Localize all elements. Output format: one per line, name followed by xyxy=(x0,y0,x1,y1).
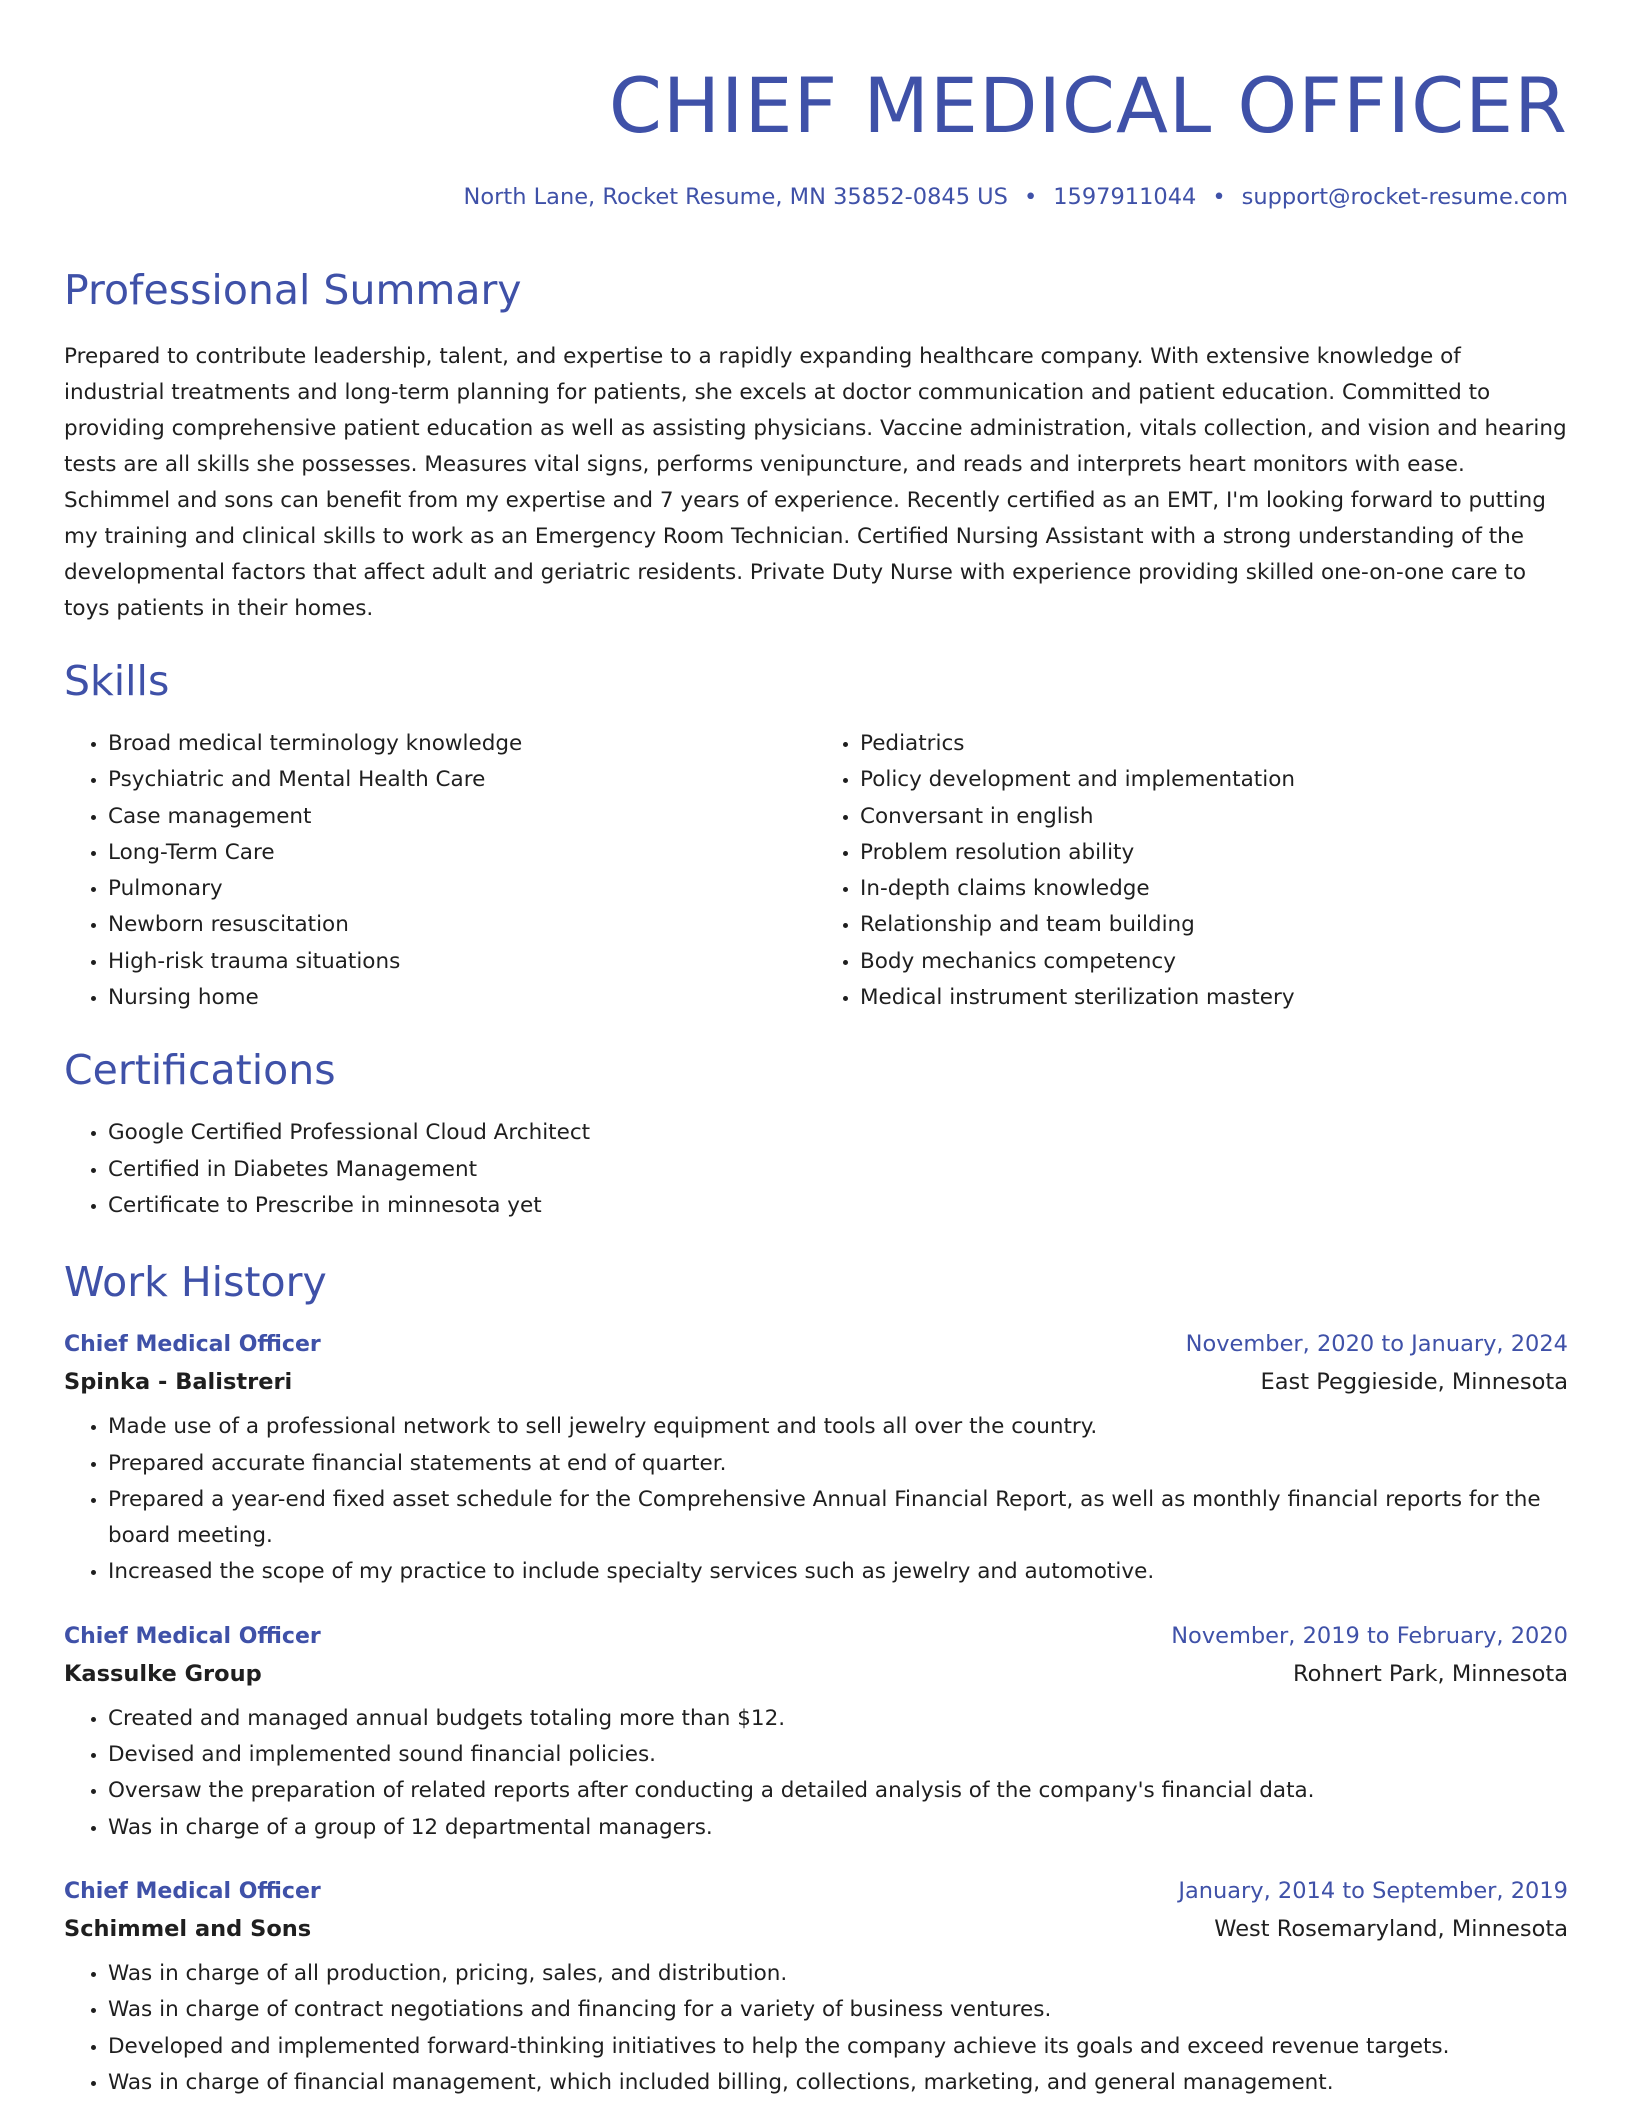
resume-title: CHIEF MEDICAL OFFICER xyxy=(608,61,1568,150)
contact-separator: • xyxy=(1023,184,1038,210)
skills-heading: Skills xyxy=(64,657,170,705)
job-location: Rohnert Park, Minnesota xyxy=(1292,1660,1568,1687)
skill-item: • Newborn resuscitation xyxy=(108,907,816,943)
job-bullet: • Increased the scope of my practice to include specialty services such as jewelry and automotive. xyxy=(108,1554,1568,1590)
job-header xyxy=(64,1623,1568,1649)
job-dates: November, 2019 to February, 2020 xyxy=(1171,1622,1568,1649)
job-bullet: • Developed and implemented forward-thinking initiatives to help the company achieve its goals and exceed revenue targets. xyxy=(108,2029,1568,2065)
skill-item: • Relationship and team building xyxy=(860,907,1568,943)
job-dates: January, 2014 to September, 2019 xyxy=(1178,1877,1568,1904)
skill-item: • In-depth claims knowledge xyxy=(860,871,1568,907)
job-entry xyxy=(64,1878,1568,2101)
contact-address: North Lane, Rocket Resume, MN 35852-0845 US xyxy=(463,184,1008,210)
skill-item: • Conversant in english xyxy=(860,799,1568,835)
job-bullet: • Was in charge of contract negotiations and financing for a variety of business ventures. xyxy=(108,1992,1568,2028)
skill-item: • Pediatrics xyxy=(860,726,1568,762)
job-location: West Rosemaryland, Minnesota xyxy=(1214,1915,1568,1942)
job-subheader xyxy=(64,1916,1568,1942)
skills-columns xyxy=(64,726,1568,1016)
job-bullet: • Made use of a professional network to sell jewelry equipment and tools all over the country. xyxy=(108,1409,1568,1445)
certification-item: • Certificate to Prescribe in minnesota yet xyxy=(108,1188,1568,1224)
job-title: Chief Medical Officer xyxy=(64,1878,321,1904)
skill-item: • Case management xyxy=(108,799,816,835)
job-bullet: • Was in charge of all production, pricing, sales, and distribution. xyxy=(108,1956,1568,1992)
skill-item: • Medical instrument sterilization mastery xyxy=(860,980,1568,1016)
summary-heading: Professional Summary xyxy=(64,266,522,314)
job-subheader xyxy=(64,1661,1568,1687)
certifications-list xyxy=(64,1115,1568,1224)
contact-email: support@rocket-resume.com xyxy=(1241,184,1568,210)
job-company: Schimmel and Sons xyxy=(64,1915,312,1942)
skill-item: • Psychiatric and Mental Health Care xyxy=(108,762,816,798)
skill-item: • Nursing home xyxy=(108,980,816,1016)
contact-separator: • xyxy=(1212,184,1226,210)
contact-phone: 1597911044 xyxy=(1053,184,1197,210)
skill-item: • High-risk trauma situations xyxy=(108,944,816,980)
job-entry xyxy=(64,1331,1568,1590)
skill-item: • Policy development and implementation xyxy=(860,762,1568,798)
job-company: Spinka - Balistreri xyxy=(64,1369,293,1396)
job-bullet: • Was in charge of financial management, which included billing, collections, marketing, and general management. xyxy=(108,2065,1568,2101)
resume-page xyxy=(64,0,1568,2101)
job-bullet: • Oversaw the preparation of related reports after conducting a detailed analysis of the company's financial data. xyxy=(108,1773,1568,1809)
job-entry xyxy=(64,1623,1568,1846)
certifications-heading: Certifications xyxy=(64,1046,336,1095)
job-bullet: • Prepared accurate financial statements at end of quarter. xyxy=(108,1446,1568,1482)
skills-list-left xyxy=(64,726,816,1016)
job-bullet: • Created and managed annual budgets totaling more than $12. xyxy=(108,1701,1568,1737)
job-dates: November, 2020 to January, 2024 xyxy=(1185,1331,1568,1358)
job-header xyxy=(64,1331,1568,1357)
skill-item: • Long-Term Care xyxy=(108,835,816,871)
job-location: East Peggieside, Minnesota xyxy=(1260,1369,1568,1396)
job-bullet: • Prepared a year-end fixed asset schedule for the Comprehensive Annual Financial Report, as well as monthly financial reports for the board meeting. xyxy=(108,1482,1568,1555)
skill-item: • Problem resolution ability xyxy=(860,835,1568,871)
job-header xyxy=(64,1878,1568,1904)
job-subheader xyxy=(64,1369,1568,1395)
summary-text: Prepared to contribute leadership, talent, and expertise to a rapidly expanding healthcare company. With extensive knowledge of industrial treatments and long-term planning for patients, she excels at doctor communication and patient education. Committed to providing comprehensive patient education as well as assisting physicians. Vaccine administration, vitals collection, and vision and hearing tests are all skills she possesses. Measures vital signs, performs venipuncture, and reads and interprets heart monitors with ease. Schimmel and sons can benefit from my expertise and 7 years of experience. Recently certified as an EMT, I'm looking forward to putting my training and clinical skills to work as an Emergency Room Technician. Certified Nursing Assistant with a strong understanding of the developmental factors that affect adult and geriatric residents. Private Duty Nurse with experience providing skilled one-on-one care to toys patients in their homes. xyxy=(64,344,1567,621)
job-company: Kassulke Group xyxy=(64,1660,262,1687)
job-bullets xyxy=(64,1409,1568,1590)
job-bullets xyxy=(64,1956,1568,2101)
job-bullet: • Was in charge of a group of 12 departmental managers. xyxy=(108,1810,1568,1846)
job-title: Chief Medical Officer xyxy=(64,1623,321,1649)
skill-item: • Pulmonary xyxy=(108,871,816,907)
certification-item: • Google Certified Professional Cloud Architect xyxy=(108,1115,1568,1151)
skills-list-right xyxy=(816,726,1568,1016)
certification-item: • Certified in Diabetes Management xyxy=(108,1152,1568,1188)
job-bullet: • Devised and implemented sound financial policies. xyxy=(108,1737,1568,1773)
job-title: Chief Medical Officer xyxy=(64,1332,321,1358)
job-bullets xyxy=(64,1701,1568,1846)
contact-line xyxy=(64,184,1568,210)
skill-item: • Broad medical terminology knowledge xyxy=(108,726,816,762)
work-history-heading: Work History xyxy=(64,1258,327,1307)
skill-item: • Body mechanics competency xyxy=(860,944,1568,980)
